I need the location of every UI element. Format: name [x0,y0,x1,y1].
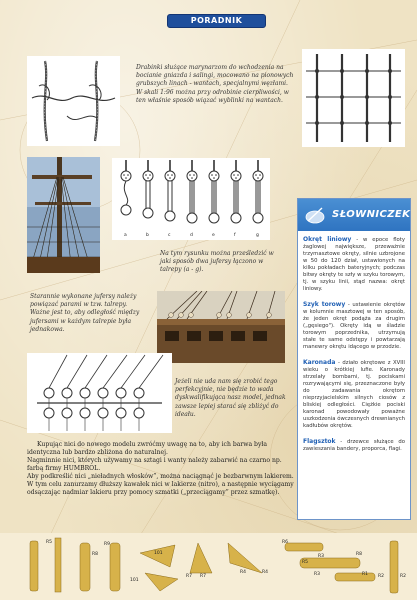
diagram-letter-e: e [212,233,215,238]
dictionary-entry [303,438,405,453]
deadeye-sequence-diagram [112,158,270,240]
part-label: R2 [378,574,384,579]
dictionary-definition: - działo okrętowe z XVIII wieku o krótkiej lufie. Karonady strzelały bombami, tj. pociskami rozrywającymi się, przeznaczone były do zadawania okrętom nieprzyjacielskim silnych ciosów z bliskiej odległości. Ciężkie pociski karonad powodowały poważne uszkodzenia ówczesnych drewnianych kadłubów okrętów. [303,360,405,429]
dictionary-term: Karonada [303,359,336,366]
diagram-letter-c: c [168,233,171,238]
ropes-caption: Drabinki służące marynarzom do wchodzenia na bocianie gniazda i salingi, mocowano na pionowych grubszych linach - wantach, specjalnymi węzłami. W skali 1:96 można przy odrobinie cierpliwości, w ten właśnie sposób wiązać wyblinki na wantach. [136,64,294,104]
dictionary-term: Okręt liniowy [303,236,352,243]
part-label: R7 [186,574,192,579]
dictionary-definition: - ustawienie okrętów w kolumnie masztowej w ten sposób, że jeden okręt podąża za drugim („gęsiego"). Okręty idą w śladzie torowym poprzednika, utrzymują stałe te same odstępy i powtarzają manewry okrętu idącego w przodzie. [303,302,405,350]
part-label: R3 [314,572,320,577]
dictionary-title: SŁOWNICZEK [332,209,411,220]
part-label: R6 [282,540,288,545]
dictionary-term: Flagsztok [303,438,336,445]
paragraph: Aby podkreślić nici „nieładnych włosków”, można naciągnąć je bezbarwnym lakierem. W tym celu zanurzamy dłuższy kawałek nici w lakierze (nitro), a następnie wyciągamy odsączając nadmiar lakieru przy pomocy szmatki („przeciągamy” przez szmatkę). [27,473,294,496]
diagram-letter-f: f [234,233,236,238]
diagram-letter-d: d [190,233,193,238]
part-label: 101 [130,578,139,583]
dictionary-box [297,198,411,520]
part-label: R3 [318,554,324,559]
part-label: R5 [302,560,308,565]
pen-icon [304,205,326,225]
ratlines-grid-illustration [302,49,405,147]
ship-rigging-photo [27,157,100,273]
model-deck-photo [157,291,285,363]
diagram-letter-g: g [256,233,259,238]
diagram-letter-b: b [146,233,149,238]
dictionary-definition: - drzewce służące do zawieszania bandery, proporca, flagi. [303,439,405,452]
part-label: R7 [200,574,206,579]
parts-strip [0,533,417,600]
article-body [27,441,295,497]
dictionary-header [298,199,410,231]
careful-caption: Starannie wykonane jufersy należy powiązać parami w tzw. talrepy. Ważne jest to, aby odległość między jufersami w każdym talrepie była jednakowa. [30,293,140,333]
part-label: R5 [46,540,52,545]
paragraph: Nagminnie nici, których używamy na sztagi i wanty należy zabarwić na czarno np. farbą firmy HUMBROL. [27,457,282,472]
section-title: PORADNIK [167,14,266,28]
letters-caption: Na tym rysunku można prześledzić w jaki sposób dwa jufersy łączono w talrepy (a - g). [160,250,274,274]
part-label: 101 [154,551,163,556]
dictionary-term: Szyk torowy [303,301,346,308]
diagram-letter-a: a [124,233,127,238]
paragraph: Kupując nici do nowego modelu zwróćmy uwagę na to, aby ich barwa była identyczna lub bardzo zbliżona do naturalnej. [27,441,268,456]
dictionary-entry [303,359,405,430]
part-label: R2 [400,574,406,579]
dictionary-entry [303,301,405,351]
rope-knot-illustration [27,56,120,146]
dictionary-definition: - w epoce floty żaglowej największe, przeważnie trzymasztowe okręty, silnie uzbrojone w 50 do 120 dział, ustawionych na kilku pokładach bateryjnych; podczas bitwy okręty te szły w szyku torowym, tj. w szyku linii, stąd nazwa: okręt liniowy. [303,237,405,292]
effort-caption: Jeżeli nie uda nam się zrobić tego perfekcyjnie, nie będzie to wada dyskwalifikująca nasz model, jednak zawsze lepiej starać się zbliżyć do ideału. [175,378,286,418]
part-label: R9 [104,542,110,547]
part-label: R8 [92,552,98,557]
part-label: R4 [262,570,268,575]
part-label: R4 [240,570,246,575]
part-label: R8 [356,552,362,557]
shroud-fan-diagram [27,353,172,433]
dictionary-entry [303,236,405,293]
part-label: R1 [362,572,368,577]
